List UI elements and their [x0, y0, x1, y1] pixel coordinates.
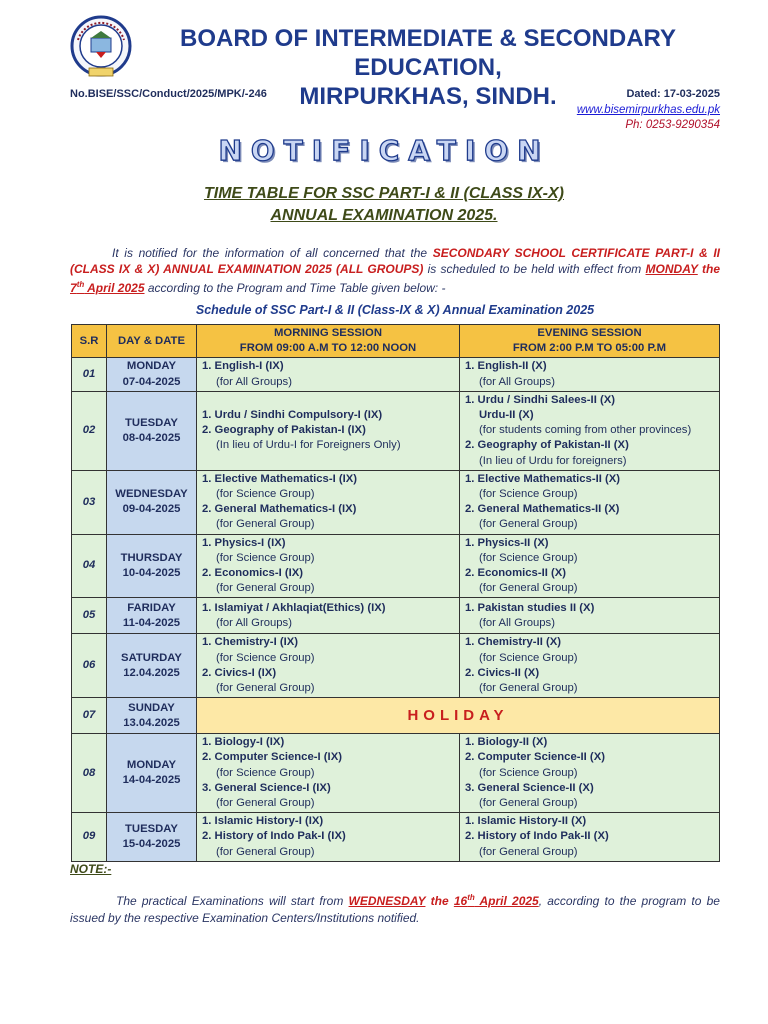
table-row: [72, 634, 720, 698]
row-day: TUESDAY: [125, 822, 178, 835]
exam-subject: Urdu-II (X): [479, 409, 534, 422]
practical-day: WEDNESDAY: [348, 894, 426, 908]
morning-session-cell: [197, 634, 460, 698]
evening-session-cell: [460, 813, 720, 862]
row-serial: 07: [72, 698, 107, 734]
board-seal-logo-icon: [70, 12, 132, 84]
exam-subject: 1. Urdu / Sindhi Salees-II (X): [465, 393, 616, 406]
exam-subject: 1. English-I (IX): [202, 360, 284, 373]
exam-subject: 2. Computer Science-I (IX): [202, 751, 342, 764]
evening-session-cell: [460, 470, 720, 534]
table-row: [72, 734, 720, 813]
exam-group-note: (for General Group): [216, 582, 315, 595]
row-day: TUESDAY: [125, 416, 178, 429]
start-date-suffix: th: [76, 280, 85, 289]
exam-group-note: (for Science Group): [479, 651, 578, 664]
reference-number: No.BISE/SSC/Conduct/2025/MPK/-246: [70, 88, 267, 100]
exam-subject: 2. Economics-II (X): [465, 567, 567, 580]
board-title-line2: MIRPURKHAS, SINDH.: [299, 83, 557, 110]
table-row: [72, 698, 720, 734]
exam-group-note: (for Science Group): [216, 551, 315, 564]
exam-group-note: (for General Group): [216, 797, 315, 810]
timetable-body: [72, 358, 720, 861]
row-day: MONDAY: [126, 360, 177, 373]
exam-group-note: (for All Groups): [216, 616, 292, 629]
morning-session-label: MORNING SESSION: [274, 327, 382, 339]
exam-group-note: (for General Group): [479, 845, 578, 858]
row-day: THURSDAY: [120, 551, 183, 564]
exam-subject: 2. Civics-II (X): [465, 666, 540, 679]
reference-line: [70, 88, 720, 104]
row-day-date: [107, 813, 197, 862]
exam-group-note: (for Science Group): [216, 766, 315, 779]
exam-group-note: (for Science Group): [216, 651, 315, 664]
exam-group-note: (for Science Group): [479, 488, 578, 501]
row-date: 07-04-2025: [122, 375, 181, 388]
note-text-1: The practical Examinations will start from: [116, 894, 349, 908]
row-day-date: [107, 358, 197, 391]
evening-session-cell: [460, 734, 720, 813]
note-text-2: , according to the program to be issued by the respective Examination Centers/Institutions notified.: [70, 894, 720, 925]
row-day-date: [107, 598, 197, 634]
exam-group-note: (In lieu of Urdu-I for Foreigners Only): [216, 439, 401, 452]
exam-group-note: (for Science Group): [216, 488, 315, 501]
intro-text-3: according to the Program and Time Table given below: -: [144, 281, 446, 295]
exam-group-note: (for General Group): [479, 518, 578, 531]
exam-subject: 1. Pakistan studies II (X): [465, 601, 595, 614]
evening-session-label: EVENING SESSION: [537, 327, 642, 339]
row-day: WEDNESDAY: [115, 488, 188, 501]
row-serial: 08: [72, 734, 107, 813]
timetable: [71, 324, 720, 862]
exam-group-note: (for Science Group): [479, 551, 578, 564]
exam-subject: 1. Islamic History-II (X): [465, 815, 587, 828]
table-row: [72, 358, 720, 391]
exam-subject: 2. Economics-I (IX): [202, 567, 304, 580]
exam-subject: 2. History of Indo Pak-II (X): [465, 830, 609, 843]
exam-group-note: (for General Group): [216, 845, 315, 858]
notification-title: NOTIFICATION: [218, 134, 550, 167]
evening-session-cell: [460, 598, 720, 634]
exam-subject: 1. Urdu / Sindhi Compulsory-I (IX): [202, 409, 383, 422]
exam-subject: 1. Physics-II (X): [465, 536, 549, 549]
exam-group-note: (for All Groups): [479, 616, 555, 629]
exam-subject: 2. General Mathematics-I (IX): [202, 503, 357, 516]
header-sr: S.R: [72, 325, 107, 358]
table-header-row: [72, 325, 720, 358]
exam-group-note: (for All Groups): [479, 375, 555, 388]
morning-session-cell: [197, 391, 460, 470]
exam-subject: 2. Computer Science-II (X): [465, 751, 605, 764]
evening-session-cell: [460, 358, 720, 391]
row-day-date: [107, 734, 197, 813]
row-day: FARIDAY: [127, 601, 176, 614]
practical-date-suffix: th: [467, 893, 475, 902]
row-day: MONDAY: [126, 759, 177, 772]
exam-subject: 2. History of Indo Pak-I (IX): [202, 830, 346, 843]
header-day-date: DAY & DATE: [107, 325, 197, 358]
exam-subject: 1. Chemistry-II (X): [465, 636, 562, 649]
exam-subject: 1. Biology-I (IX): [202, 736, 285, 749]
exam-subject: 1. Chemistry-I (IX): [202, 636, 299, 649]
practical-date: [454, 894, 539, 908]
row-day-date: [107, 470, 197, 534]
phone-number: Ph: 0253-9290354: [625, 119, 720, 131]
morning-session-cell: [197, 734, 460, 813]
row-date: 12.04.2025: [123, 666, 180, 679]
exam-subject: 2. Civics-I (IX): [202, 666, 277, 679]
exam-subject: 1. Islamic History-I (IX): [202, 815, 324, 828]
practical-date-month-year: April 2025: [474, 894, 539, 908]
intro-paragraph: [70, 246, 720, 297]
timetable-title-line2: ANNUAL EXAMINATION 2025.: [270, 207, 498, 224]
row-serial: 02: [72, 391, 107, 470]
morning-session-cell: [197, 534, 460, 598]
exam-subject: 2. Geography of Pakistan-I (IX): [202, 424, 366, 437]
intro-the: the: [697, 261, 720, 276]
exam-subject: 2. Geography of Pakistan-II (X): [465, 439, 629, 452]
exam-group-note: (for General Group): [479, 682, 578, 695]
exam-group-note: (for General Group): [479, 582, 578, 595]
exam-subject: 3. General Science-I (IX): [202, 781, 331, 794]
row-date: 13.04.2025: [123, 716, 180, 729]
dated: Dated: 17-03-2025: [626, 88, 720, 100]
note-paragraph: [70, 889, 720, 927]
exam-group-note: (for Science Group): [479, 766, 578, 779]
exam-subject: 2. General Mathematics-II (X): [465, 503, 620, 516]
start-date-month-year: April 2025: [84, 281, 145, 295]
holiday-cell: HOLIDAY: [197, 698, 720, 734]
timetable-title-line1: TIME TABLE FOR SSC PART-I & II (CLASS IX-X): [203, 185, 564, 202]
row-day-date: [107, 634, 197, 698]
morning-session-time: FROM 09:00 A.M TO 12:00 NOON: [239, 342, 417, 355]
morning-session-cell: [197, 358, 460, 391]
start-day: MONDAY: [645, 261, 698, 276]
exam-group-note: (for All Groups): [216, 375, 292, 388]
row-serial: 03: [72, 470, 107, 534]
row-date: 08-04-2025: [122, 431, 181, 444]
evening-session-cell: [460, 391, 720, 470]
morning-session-cell: [197, 470, 460, 534]
row-date: 14-04-2025: [122, 774, 181, 787]
table-row: [72, 598, 720, 634]
exam-group-note: (In lieu of Urdu for foreigners): [479, 454, 627, 467]
header-evening-session: [460, 325, 720, 358]
row-day-date: [107, 698, 197, 734]
row-day-date: [107, 534, 197, 598]
table-row: [72, 534, 720, 598]
header-morning-session: [197, 325, 460, 358]
schedule-title: Schedule of SSC Part-I & II (Class-IX & X) Annual Examination 2025: [195, 303, 595, 317]
row-day: SATURDAY: [121, 651, 182, 664]
intro-text-2: is scheduled to be held with effect from: [423, 261, 646, 276]
website-link[interactable]: www.bisemirpurkhas.edu.pk: [576, 104, 720, 116]
row-day-date: [107, 391, 197, 470]
start-date: [70, 281, 145, 295]
start-date-day: 7: [70, 281, 77, 295]
exam-group-note: (for students coming from other provinces): [479, 424, 692, 437]
exam-group-note: (for General Group): [216, 682, 315, 695]
exam-group-note: (for General Group): [479, 797, 578, 810]
note-label: NOTE:-: [70, 862, 112, 876]
row-date: 15-04-2025: [122, 838, 181, 851]
evening-session-cell: [460, 634, 720, 698]
table-row: [72, 813, 720, 862]
intro-text-1: It is notified for the information of all concerned that the: [112, 246, 433, 260]
timetable-title: [0, 183, 768, 227]
row-serial: 06: [72, 634, 107, 698]
row-serial: 04: [72, 534, 107, 598]
exam-subject: 3. General Science-II (X): [465, 781, 594, 794]
row-date: 11-04-2025: [122, 616, 181, 629]
row-day: SUNDAY: [128, 701, 175, 714]
row-serial: 09: [72, 813, 107, 862]
exam-subject: 1. Elective Mathematics-I (IX): [202, 472, 358, 485]
exam-group-note: (for General Group): [216, 518, 315, 531]
table-row: [72, 391, 720, 470]
board-title-line1: BOARD OF INTERMEDIATE & SECONDARY EDUCATION,: [179, 25, 676, 81]
exam-subject: 1. Islamiyat / Akhlaqiat(Ethics) (IX): [202, 601, 386, 614]
table-row: [72, 470, 720, 534]
exam-subject: 1. Elective Mathematics-II (X): [465, 472, 621, 485]
morning-session-cell: [197, 598, 460, 634]
row-date: 09-04-2025: [122, 503, 181, 516]
exam-subject: 1. Biology-II (X): [465, 736, 548, 749]
row-date: 10-04-2025: [122, 567, 181, 580]
row-serial: 05: [72, 598, 107, 634]
row-serial: 01: [72, 358, 107, 391]
practical-date-day: 16: [453, 894, 468, 908]
exam-subject: 1. English-II (X): [465, 360, 547, 373]
note-the: the: [425, 894, 454, 908]
exam-name: SECONDARY SCHOOL CERTIFICATE PART-I & II (CLASS IX & X) ANNUAL EXAMINATION 2025 (ALL GROUPS): [70, 246, 721, 276]
evening-session-cell: [460, 534, 720, 598]
evening-session-time: FROM 2:00 P.M TO 05:00 P.M: [512, 342, 667, 355]
morning-session-cell: [197, 813, 460, 862]
exam-subject: 1. Physics-I (IX): [202, 536, 286, 549]
